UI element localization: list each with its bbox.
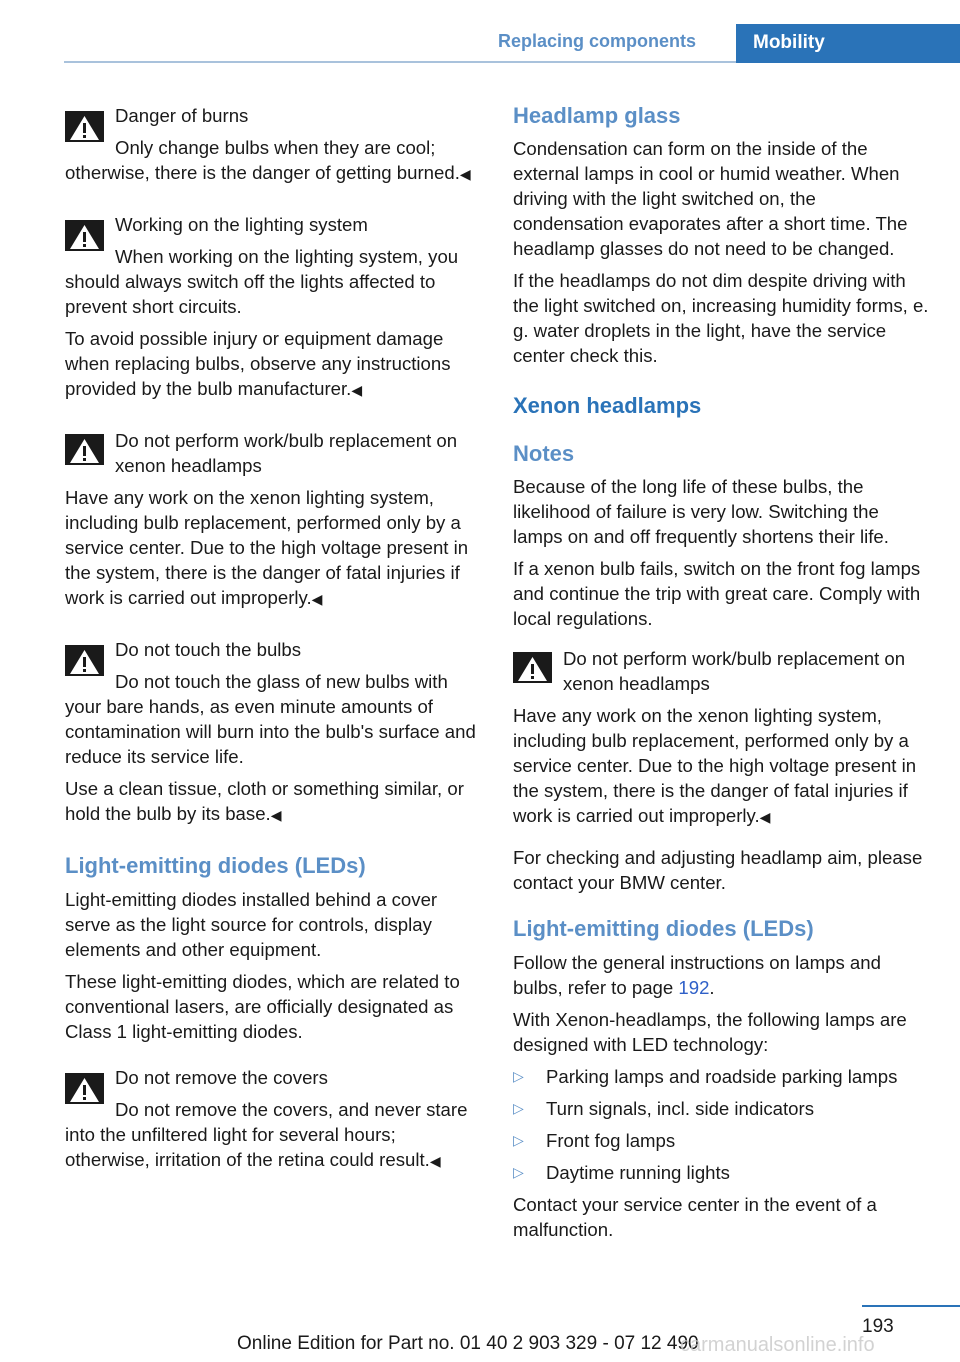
warning-triangle-icon: [65, 434, 104, 471]
end-marker-icon: ◀: [351, 382, 363, 398]
subheading-notes: Notes: [513, 441, 575, 466]
paragraph: If the headlamps do not dim despite driving with the light switched on, increasing humidity forms, e. g. water droplets in the light, have the service center check this.: [513, 270, 929, 366]
page-number: 193: [862, 1316, 894, 1337]
triangle-bullet-icon: ▷: [513, 1068, 524, 1084]
section-heading-headlamp-glass: Headlamp glass: [513, 103, 681, 128]
footer-rule: [862, 1305, 960, 1307]
warning-triangle-icon: [513, 652, 552, 689]
paragraph: Light-emitting diodes installed behind a cover serve as the light source for controls, display elements and other equipment.: [65, 889, 438, 960]
list-item: ▷ Front fog lamps: [513, 1130, 676, 1151]
header-tab-mobility: [736, 24, 960, 63]
triangle-bullet-icon: ▷: [513, 1100, 524, 1116]
left-column: [65, 103, 483, 1181]
paragraph: Because of the long life of these bulbs, the likelihood of failure is very low. Switching the lamps on and off frequently shortens their life.: [513, 476, 889, 547]
end-marker-icon: ◀: [311, 591, 323, 607]
triangle-bullet-icon: ▷: [513, 1132, 524, 1148]
right-column: [513, 103, 931, 1249]
paragraph-with-link: Follow the general instructions on lamps and bulbs, refer to page 192.: [513, 952, 881, 998]
end-marker-icon: ◀: [429, 1153, 441, 1169]
warning-title: Do not perform work/bulb replacement on xenon headlamps: [115, 430, 458, 476]
led-lamp-list: [513, 1064, 931, 1185]
warning-text: Have any work on the xenon lighting system, including bulb replacement, performed only by a service center. Due to the high voltage present in the system, there is the danger of fatal injuries if work is carried out improperly.◀: [513, 705, 917, 826]
paragraph: For checking and adjusting headlamp aim, please contact your BMW center.: [513, 847, 923, 893]
warning-title: Danger of burns: [115, 105, 249, 126]
warning-title: Do not perform work/bulb replacement on xenon headlamps: [563, 648, 906, 694]
warning-text: Do not remove the covers, and never stare into the unfiltered light for several hours; otherwise, irritation of the retina could result.◀: [65, 1099, 468, 1170]
warning-triangle-icon: [65, 1073, 104, 1110]
warning-title: Do not remove the covers: [115, 1067, 328, 1088]
warning-text-2: To avoid possible injury or equipment damage when replacing bulbs, observe any instructions provided by the bulb manufacturer.◀: [65, 328, 451, 399]
paragraph: These light-emitting diodes, which are related to conventional lasers, are officially designated as Class 1 light-emitting diodes.: [65, 971, 460, 1042]
warning-burns: [65, 103, 483, 128]
warning-text: Do not touch the glass of new bulbs with your bare hands, as even minute amounts of contamination will burn into the bulb's surface and reduce its service life.: [65, 671, 476, 767]
paragraph: Contact your service center in the event of a malfunction.: [513, 1194, 877, 1240]
section-heading-leds-right: Light-emitting diodes (LEDs): [513, 916, 814, 941]
list-item: ▷ Turn signals, incl. side indicators: [513, 1098, 815, 1119]
header-section-title: Replacing components: [498, 31, 697, 51]
warning-title: Do not touch the bulbs: [115, 639, 302, 660]
page-link[interactable]: 192: [678, 977, 710, 998]
footer-edition: Online Edition for Part no. 01 40 2 903 329 - 07 12 490: [237, 1333, 699, 1354]
warning-text: When working on the lighting system, you should always switch off the lights affected to prevent short circuits.: [65, 246, 459, 317]
warning-title: Working on the lighting system: [115, 214, 368, 235]
end-marker-icon: ◀: [270, 807, 282, 823]
list-item: ▷ Daytime running lights: [513, 1162, 730, 1183]
warning-xenon: [65, 428, 483, 478]
warning-triangle-icon: [65, 111, 104, 148]
end-marker-icon: ◀: [459, 166, 471, 182]
section-heading-leds: Light-emitting diodes (LEDs): [65, 853, 366, 878]
triangle-bullet-icon: ▷: [513, 1164, 524, 1180]
watermark: carmanualsonline.info: [680, 1334, 875, 1356]
section-heading-xenon: Xenon headlamps: [513, 393, 702, 418]
warning-lighting-system: [65, 212, 483, 237]
warning-touch-bulbs: [65, 637, 483, 662]
paragraph: If a xenon bulb fails, switch on the front fog lamps and continue the trip with great care. Comply with local regulations.: [513, 558, 921, 629]
paragraph: Condensation can form on the inside of the external lamps in cool or humid weather. When driving with the light switched on, the condensation evaporates after a short time. The headlamp glasses do not need to be changed.: [513, 138, 908, 259]
warning-triangle-icon: [65, 645, 104, 682]
warning-text-2: Use a clean tissue, cloth or something similar, or hold the bulb by its base.◀: [65, 778, 464, 824]
paragraph: With Xenon-headlamps, the following lamps are designed with LED technology:: [513, 1009, 907, 1055]
end-marker-icon: ◀: [759, 809, 771, 825]
warning-text: Only change bulbs when they are cool; otherwise, there is the danger of getting burned.◀: [65, 137, 471, 183]
warning-triangle-icon: [65, 220, 104, 257]
warning-xenon-right: [513, 646, 931, 696]
list-item: ▷ Parking lamps and roadside parking lamps: [513, 1066, 898, 1087]
warning-covers: [65, 1065, 483, 1090]
header-tab-label: Mobility: [753, 32, 825, 53]
warning-text: Have any work on the xenon lighting system, including bulb replacement, performed only by a service center. Due to the high voltage present in the system, there is the danger of fatal injuries if work is carried out improperly.◀: [65, 487, 469, 608]
